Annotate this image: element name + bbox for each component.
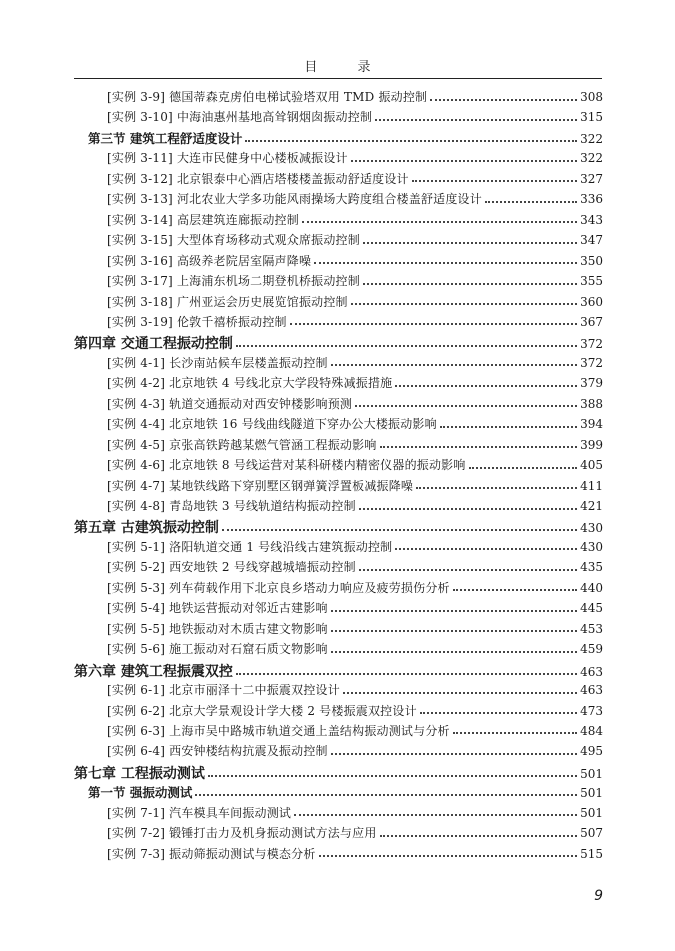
toc-entry-page: 495 xyxy=(580,744,603,759)
toc-entry-title: [实例 5-2] 西安地铁 2 号线穿越城墙振动控制 xyxy=(107,560,356,575)
toc-leader-dots xyxy=(294,814,577,816)
toc-leader-dots xyxy=(359,508,577,510)
toc-example-entry[interactable] xyxy=(107,620,603,637)
toc-leader-dots xyxy=(420,712,577,714)
toc-entry-title: 第一节 强振动测试 xyxy=(88,785,193,801)
toc-entry-title: [实例 3-9] 德国蒂森克虏伯电梯试验塔双用 TMD 振动控制 xyxy=(107,90,428,104)
toc-example-entry[interactable] xyxy=(107,722,603,739)
toc-example-entry[interactable] xyxy=(107,436,603,453)
toc-chapter-entry[interactable] xyxy=(74,763,603,783)
toc-chapter-entry[interactable] xyxy=(74,333,603,353)
toc-entry-page: 463 xyxy=(580,683,603,698)
toc-entry-title: [实例 4-8] 青岛地铁 3 号线轨道结构振动控制 xyxy=(107,499,356,513)
toc-leader-dots xyxy=(453,589,577,591)
toc-entry-title: [实例 3-11] 大连市民健身中心楼板减振设计 xyxy=(107,151,348,166)
toc-entry-page: 355 xyxy=(580,274,603,289)
toc-entry-page: 379 xyxy=(580,376,603,391)
toc-entry-page: 435 xyxy=(580,560,603,575)
toc-leader-dots xyxy=(430,99,577,101)
toc-example-entry[interactable] xyxy=(107,456,603,473)
toc-leader-dots xyxy=(359,569,577,571)
header-divider xyxy=(74,78,602,79)
toc-example-entry[interactable] xyxy=(107,190,603,207)
toc-leader-dots xyxy=(222,529,577,531)
toc-example-entry[interactable] xyxy=(107,395,603,412)
toc-entry-title: [实例 4-3] 轨道交通振动对西安钟楼影响预测 xyxy=(107,396,353,411)
toc-entry-page: 327 xyxy=(580,171,603,186)
page-number: 9 xyxy=(594,888,603,904)
toc-entry-title: [实例 7-2] 锻锤打击力及机身振动测试方法与应用 xyxy=(107,826,377,841)
toc-leader-dots xyxy=(412,180,577,182)
toc-entry-page: 445 xyxy=(580,601,603,616)
toc-example-entry[interactable] xyxy=(107,579,603,596)
toc-leader-dots xyxy=(331,753,577,755)
toc-leader-dots xyxy=(331,651,577,653)
toc-entry-title: [实例 3-17] 上海浦东机场二期登机桥振动控制 xyxy=(107,274,360,289)
toc-example-entry[interactable] xyxy=(107,293,603,310)
toc-entry-title: 第七章 工程振动测试 xyxy=(74,765,205,782)
toc-leader-dots xyxy=(343,692,577,694)
toc-entry-page: 399 xyxy=(580,437,603,452)
toc-entry-title: [实例 7-3] 振动筛振动测试与模态分析 xyxy=(107,846,316,861)
toc-leader-dots xyxy=(331,610,577,612)
toc-leader-dots xyxy=(290,323,577,325)
toc-entry-page: 343 xyxy=(580,212,603,227)
toc-example-entry[interactable] xyxy=(107,742,603,759)
toc-entry-page: 507 xyxy=(580,826,603,841)
toc-leader-dots xyxy=(208,775,577,777)
toc-example-entry[interactable] xyxy=(107,681,603,698)
toc-entry-page: 347 xyxy=(580,233,603,248)
toc-entry-page: 350 xyxy=(580,253,603,268)
toc-entry-title: [实例 3-13] 河北农业大学多功能风雨操场大跨度组合楼盖舒适度设计 xyxy=(107,192,482,207)
toc-example-entry[interactable] xyxy=(107,824,603,841)
toc-entry-page: 372 xyxy=(580,337,603,352)
toc-example-entry[interactable] xyxy=(107,415,603,432)
toc-chapter-entry[interactable] xyxy=(74,661,603,681)
toc-example-entry[interactable] xyxy=(107,640,603,657)
toc-entry-title: [实例 7-1] 汽车模具车间振动测试 xyxy=(107,805,292,820)
toc-entry-page: 360 xyxy=(580,294,603,309)
toc-leader-dots xyxy=(195,794,577,796)
toc-example-entry[interactable] xyxy=(107,374,603,391)
toc-leader-dots xyxy=(416,487,577,489)
toc-example-entry[interactable] xyxy=(107,497,603,514)
toc-entry-title: 第五章 古建筑振动控制 xyxy=(74,520,219,537)
toc-entry-page: 322 xyxy=(580,151,603,166)
toc-example-entry[interactable] xyxy=(107,558,603,575)
toc-section-entry[interactable] xyxy=(88,783,603,801)
toc-example-entry[interactable] xyxy=(107,845,603,862)
toc-entry-page: 484 xyxy=(580,723,603,738)
toc-entry-page: 501 xyxy=(580,805,603,820)
toc-leader-dots xyxy=(440,426,577,428)
toc-leader-dots xyxy=(351,303,577,305)
toc-entry-page: 405 xyxy=(580,458,603,473)
toc-leader-dots xyxy=(319,855,578,857)
toc-entry-page: 322 xyxy=(580,131,603,146)
toc-entry-title: [实例 5-1] 洛阳轨道交通 1 号线沿线古建筑振动控制 xyxy=(107,539,393,554)
toc-leader-dots xyxy=(351,160,577,162)
toc-leader-dots xyxy=(395,548,577,550)
toc-entry-page: 388 xyxy=(580,396,603,411)
toc-entry-page: 394 xyxy=(580,417,603,432)
toc-example-entry[interactable] xyxy=(107,88,603,105)
toc-entry-title: 第三节 建筑工程舒适度设计 xyxy=(88,130,243,146)
toc-example-entry[interactable] xyxy=(107,702,603,719)
toc-example-entry[interactable] xyxy=(107,108,603,125)
toc-entry-title: [实例 4-6] 北京地铁 8 号线运营对某科研楼内精密仪器的振动影响 xyxy=(107,458,466,473)
toc-section-entry[interactable] xyxy=(88,129,603,147)
toc-leader-dots xyxy=(355,405,577,407)
toc-example-entry[interactable] xyxy=(107,354,603,371)
toc-example-entry[interactable] xyxy=(107,477,603,494)
toc-entry-title: [实例 3-16] 高级养老院居室隔声降噪 xyxy=(107,253,312,268)
toc-leader-dots xyxy=(375,119,577,121)
toc-entry-title: [实例 4-5] 京张高铁跨越某燃气管涵工程振动影响 xyxy=(107,437,377,452)
toc-entry-page: 459 xyxy=(580,642,603,657)
toc-example-entry[interactable] xyxy=(107,170,603,187)
toc-leader-dots xyxy=(469,467,578,469)
toc-leader-dots xyxy=(380,835,578,837)
toc-entry-title: [实例 6-1] 北京市丽泽十二中振震双控设计 xyxy=(107,683,340,698)
toc-entry-title: [实例 5-6] 施工振动对石窟石质文物影响 xyxy=(107,642,328,657)
toc-entry-page: 336 xyxy=(580,192,603,207)
toc-entry-title: [实例 3-10] 中海油惠州基地高耸钢烟囱振动控制 xyxy=(107,110,373,125)
toc-entry-page: 430 xyxy=(580,521,603,536)
toc-entry-title: [实例 4-2] 北京地铁 4 号线北京大学段特殊减振措施 xyxy=(107,376,393,391)
toc-entry-title: [实例 6-2] 北京大学景观设计学大楼 2 号楼振震双控设计 xyxy=(107,703,417,718)
toc-example-entry[interactable] xyxy=(107,599,603,616)
toc-entry-title: [实例 6-3] 上海市吴中路城市轨道交通上盖结构振动测试与分析 xyxy=(107,723,450,738)
toc-entry-title: [实例 5-4] 地铁运营振动对邻近古建影响 xyxy=(107,601,328,616)
toc-entry-title: [实例 3-18] 广州亚运会历史展览馆振动控制 xyxy=(107,294,348,309)
toc-entry-page: 315 xyxy=(580,110,603,125)
toc-example-entry[interactable] xyxy=(107,252,603,269)
toc-leader-dots xyxy=(331,364,577,366)
toc-leader-dots xyxy=(453,732,577,734)
toc-example-entry[interactable] xyxy=(107,231,603,248)
toc-example-entry[interactable] xyxy=(107,149,603,166)
toc-entry-title: [实例 5-3] 列车荷载作用下北京良乡塔动力响应及疲劳损伤分析 xyxy=(107,580,450,595)
toc-entry-page: 515 xyxy=(580,846,603,861)
toc-example-entry[interactable] xyxy=(107,313,603,330)
toc-example-entry[interactable] xyxy=(107,272,603,289)
toc-leader-dots xyxy=(363,283,577,285)
toc-entry-page: 367 xyxy=(580,314,603,329)
toc-entry-page: 411 xyxy=(580,478,603,493)
toc-example-entry[interactable] xyxy=(107,804,603,821)
toc-entry-page: 473 xyxy=(580,703,603,718)
toc-entry-title: [实例 3-14] 高层建筑连廊振动控制 xyxy=(107,212,299,227)
toc-leader-dots xyxy=(236,673,577,675)
toc-example-entry[interactable] xyxy=(107,538,603,555)
toc-leader-dots xyxy=(363,242,577,244)
toc-entry-title: [实例 4-1] 长沙南站候车层楼盖振动控制 xyxy=(107,355,328,370)
toc-chapter-entry[interactable] xyxy=(74,517,603,537)
toc-entry-page: 463 xyxy=(580,664,603,679)
toc-entry-title: 第六章 建筑工程振震双控 xyxy=(74,663,233,680)
toc-entry-page: 308 xyxy=(580,90,603,104)
toc-entry-title: [实例 3-12] 北京银泰中心酒店塔楼楼盖振动舒适度设计 xyxy=(107,171,409,186)
toc-entry-title: [实例 6-4] 西安钟楼结构抗震及振动控制 xyxy=(107,744,328,759)
toc-entry-page: 430 xyxy=(580,539,603,554)
toc-leader-dots xyxy=(395,385,577,387)
toc-leader-dots xyxy=(485,201,577,203)
toc-leader-dots xyxy=(314,262,577,264)
toc-entry-page: 421 xyxy=(580,499,603,513)
toc-entry-page: 501 xyxy=(580,766,603,781)
toc-entry-title: 第四章 交通工程振动控制 xyxy=(74,336,233,353)
toc-leader-dots xyxy=(236,345,577,347)
toc-entry-page: 501 xyxy=(580,786,603,801)
toc-entry-title: [实例 4-4] 北京地铁 16 号线曲线隧道下穿办公大楼振动影响 xyxy=(107,417,437,432)
toc-leader-dots xyxy=(245,140,577,142)
toc-example-entry[interactable] xyxy=(107,211,603,228)
toc-entry-title: [实例 4-7] 某地铁线路下穿别墅区钢弹簧浮置板减振降噪 xyxy=(107,478,414,493)
toc-leader-dots xyxy=(302,221,577,223)
toc-entry-page: 372 xyxy=(580,355,603,370)
toc-entry-page: 440 xyxy=(580,580,603,595)
toc-entry-title: [实例 3-15] 大型体育场移动式观众席振动控制 xyxy=(107,233,360,248)
toc-entry-page: 453 xyxy=(580,621,603,636)
toc-leader-dots xyxy=(380,446,578,448)
toc-entry-title: [实例 3-19] 伦敦千禧桥振动控制 xyxy=(107,314,287,329)
running-header-title: 目 录 xyxy=(304,60,389,75)
toc-leader-dots xyxy=(331,630,577,632)
toc-entry-title: [实例 5-5] 地铁振动对木质古建文物影响 xyxy=(107,621,328,636)
